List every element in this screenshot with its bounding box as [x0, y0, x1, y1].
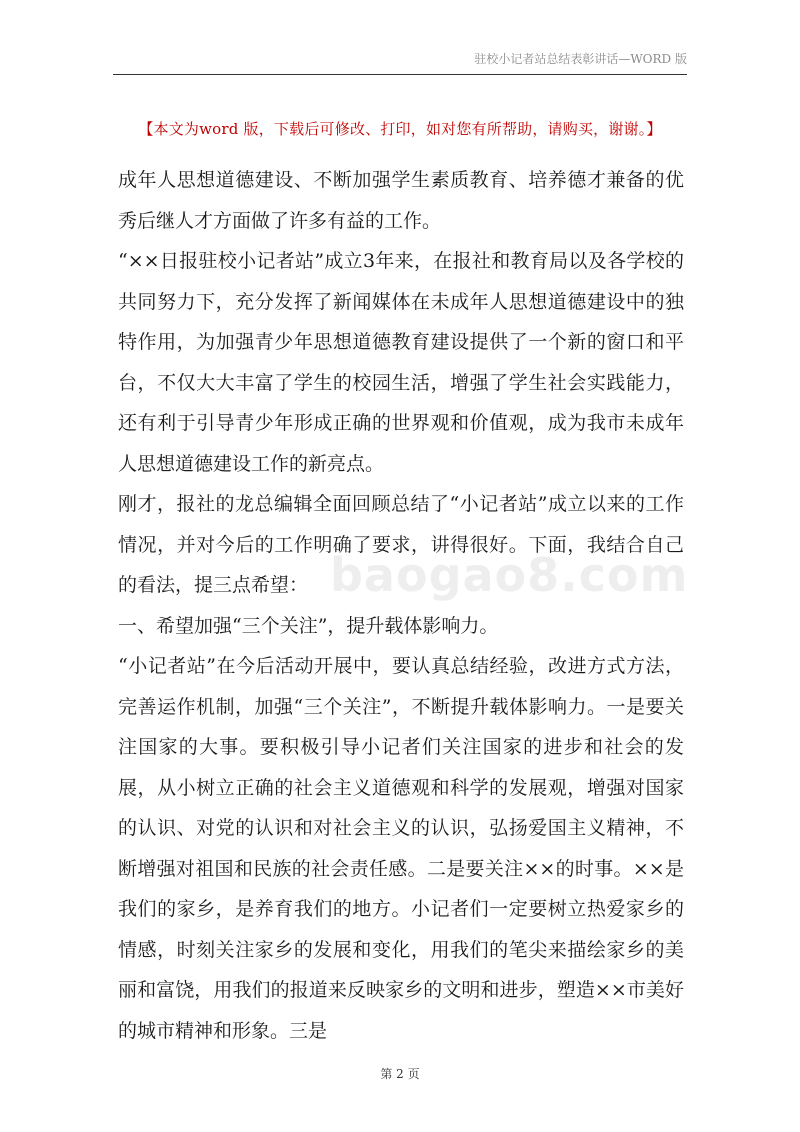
page-number: 第 2 页 — [380, 1067, 420, 1081]
header-divider — [113, 74, 687, 75]
watermark: baogao8.com — [330, 548, 689, 602]
download-notice: 【本文为word 版，下载后可修改、打印，如对您有所帮助，请购买，谢谢。】 — [138, 120, 662, 138]
paragraph-1: 成年人思想道德建设、不断加强学生素质教育、培养德才兼备的优秀后继人才方面做了许多有益的工作。 — [118, 169, 684, 232]
paragraph-3: 刚才，报社的龙总编辑全面回顾总结了“小记者站”成立以来的工作情况，并对今后的工作明确了要求，讲得很好。下面，我结合自己的看法，提三点希望： — [118, 493, 684, 596]
paragraph-4: “小记者站”在今后活动开展中，要认真总结经验，改进方式方法，完善运作机制，加强“三个关注”，不断提升载体影响力。一是要关注国家的大事。要积极引导小记者们关注国家的进步和社会的发展，从小树立正确的社会主义道德观和科学的发展观，增强对国家的认识、对党的认识和对社会主义的认识，弘扬爱国主义精神，不断增强对祖国和民族的社会责任感。二是要关注××的时事。××是我们的家乡，是养育我们的地方。小记者们一定要树立热爱家乡的情感，时刻关注家乡的发展和变化，用我们的笔尖来描绘家乡的美丽和富饶，用我们的报道来反映家乡的文明和进步，塑造××市美好的城市精神和形象。三是 — [118, 655, 684, 1042]
page-header-title: 驻校小记者站总结表彰讲话—WORD 版 — [474, 52, 687, 66]
paragraph-2: “××日报驻校小记者站”成立3年来，在报社和教育局以及各学校的共同努力下，充分发挥了新闻媒体在未成年人思想道德建设中的独特作用，为加强青少年思想道德教育建设提供了一个新的窗口和平台，不仅大大丰富了学生的校园生活，增强了学生社会实践能力，还有利于引导青少年形成正确的世界观和价值观，成为我市未成年人思想道德建设工作的新亮点。 — [118, 250, 684, 475]
document-body — [118, 160, 684, 1051]
section-heading-1: 一、希望加强“三个关注”，提升载体影响力。 — [118, 614, 499, 637]
